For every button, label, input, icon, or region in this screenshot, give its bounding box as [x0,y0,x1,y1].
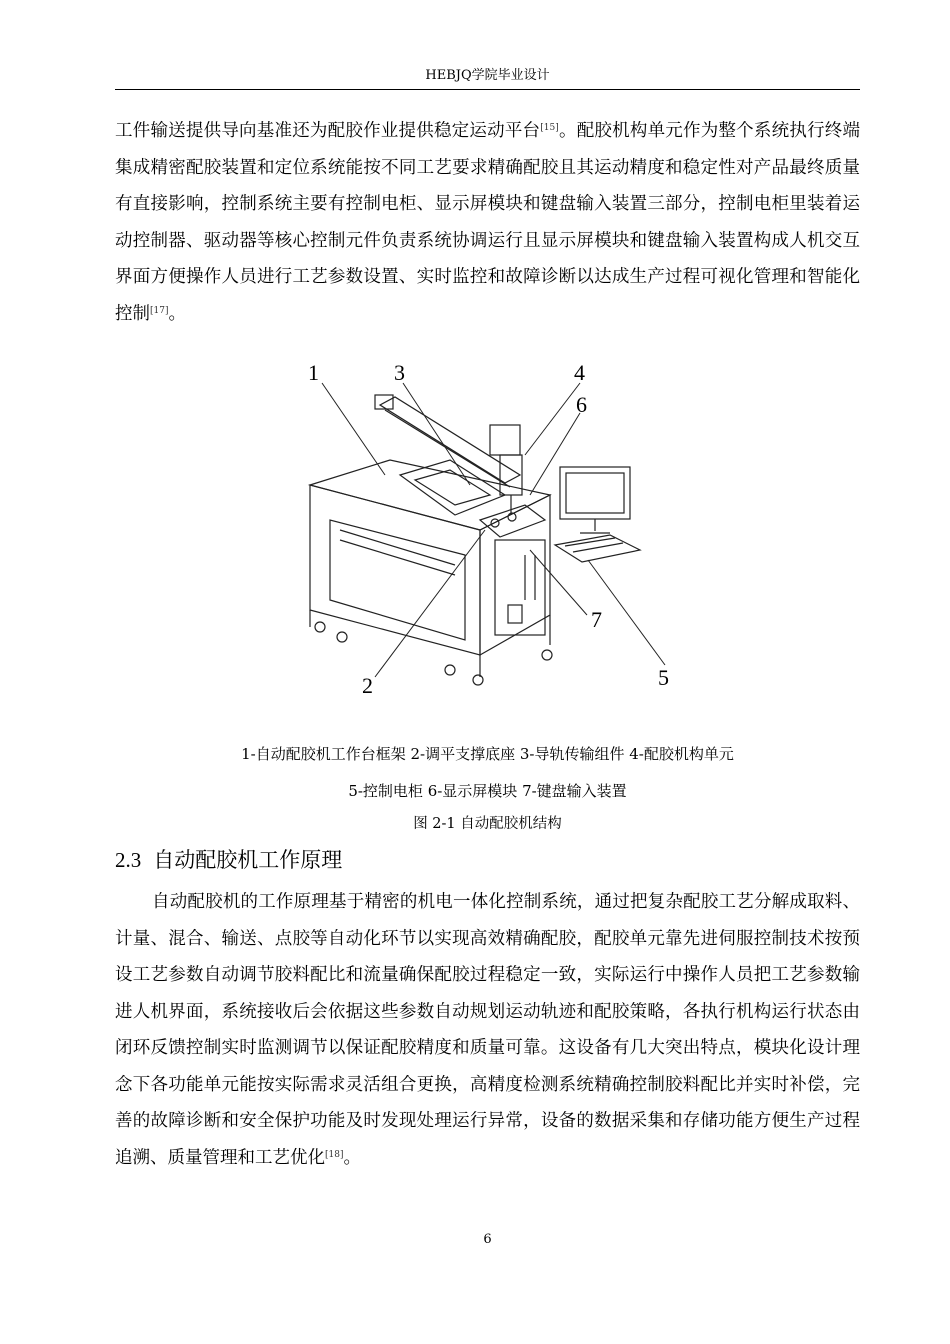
page-header: HEBJQ学院毕业设计 [425,68,550,83]
body-paragraph-1 [115,113,860,332]
paragraph-text: 。 [168,303,186,324]
body-paragraph-2 [115,884,860,1176]
header-rule [115,89,860,90]
figure-legend-line-2: 5-控制电柜 6-显示屏模块 7-键盘输入装置 [348,782,627,800]
figure-legend-line-1: 1-自动配胶机工作台框架 2-调平支撑底座 3-导轨传输组件 4-配胶机构单元 [241,745,734,763]
section-heading [115,846,342,874]
citation-ref: [15] [540,123,559,133]
callout-4: 4 [574,360,585,385]
paragraph-text: 。 [343,1147,361,1168]
callout-2: 2 [362,673,373,698]
citation-ref: [18] [325,1149,344,1160]
callout-5: 5 [658,665,669,690]
callout-6: 6 [576,392,587,417]
callout-3: 3 [394,360,405,385]
machine-figure [290,355,670,700]
machine-drawing [290,355,670,700]
callout-7: 7 [591,607,602,632]
paragraph-text: 自动配胶机的工作原理基于精密的机电一体化控制系统，通过把复杂配胶工艺分解成取料、计量、混合、输送、点胶等自动化环节以实现高效精确配胶，配胶单元靠先进伺服控制技术按预设工艺参数自动调节胶料配比和流量确保配胶过程稳定一致，实际运行中操作人员把工艺参数输进人机界面，系统接收后会依据这些参数自动规划运动轨迹和配胶策略，各执行机构运行状态由闭环反馈控制实时监测调节以保证配胶精度和质量可靠。这设备有几大突出特点，模块化设计理念下各功能单元能按实际需求灵活组合更换，高精度检测系统精确控制胶料配比并实时补偿，完善的故障诊断和安全保护功能及时发现处理运行异常，设备的数据采集和存储功能方便生产过程追溯、质量管理和工艺优化 [115,892,860,1168]
page-number: 6 [483,1232,492,1247]
paragraph-text: 工件输送提供导向基准还为配胶作业提供稳定运动平台 [115,121,541,141]
paragraph-text: 。配胶机构单元作为整个系统执行终端集成精密配胶装置和定位系统能按不同工艺要求精确配胶且其运动精度和稳定性对产品最终质量有直接影响，控制系统主要有控制电柜、显示屏模块和键盘输入装置三部分，控制电柜里装着运动控制器、驱动器等核心控制元件负责系统协调运行且显示屏模块和键盘输入装置构成人机交互界面方便操作人员进行工艺参数设置、实时监控和故障诊断以达成生产过程可视化管理和智能化控制 [115,121,861,324]
callout-1: 1 [308,360,319,385]
citation-ref: [17] [150,305,169,316]
section-title: 自动配胶机工作原理 [153,848,343,872]
section-number: 2.3 [115,848,142,872]
figure-title: 图 2-1 自动配胶机结构 [413,816,562,832]
